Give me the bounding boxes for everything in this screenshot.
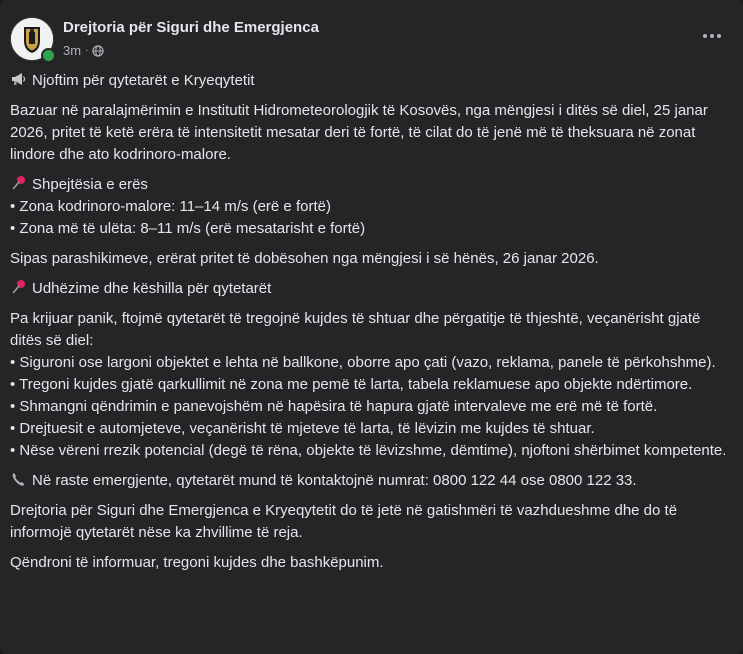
advice-heading: Udhëzime dhe këshilla për qytetarët [32, 280, 272, 297]
wind-item: • Zona më të ulëta: 8–11 m/s (erë mesatarisht e fortë) [10, 220, 366, 237]
advice-intro: Pa krijuar panik, ftojmë qytetarët të tregojnë kujdes të shtuar dhe përgatitje të thjeshtë, veçanërisht gjatë ditës së diel: [10, 310, 701, 349]
advice-item: • Nëse vëreni rrezik potencial (degë të rëna, objekte të lëvizshme, dëmtime), njoftoni shërbimet kompetente. [10, 442, 727, 459]
pushpin-icon [10, 174, 28, 192]
emergency-line [10, 470, 730, 492]
online-status-indicator [41, 48, 56, 63]
announcement-title: Njoftim për qytetarët e Kryeqytetit [32, 72, 255, 89]
advice-item: • Drejtuesit e automjeteve, veçanërisht të mjeteve të larta, të lëvizin me kujdes të shtuar. [10, 420, 595, 437]
advice-item: • Tregoni kujdes gjatë qarkullimit në zona me pemë të larta, tabela reklamuese apo objekte ndërtimore. [10, 376, 693, 393]
post-body [10, 70, 730, 582]
wind-speed-section [10, 174, 730, 240]
emergency-contacts: Në raste emergjente, qytetarët mund të kontaktojnë numrat: 0800 122 44 ose 0800 122 33. [32, 472, 637, 489]
advice-section [10, 308, 730, 462]
more-options-button[interactable] [700, 24, 724, 48]
warning-paragraph: Bazuar në paralajmërimin e Institutit Hidrometeorologjik të Kosovës, nga mëngjesi i ditës së diel, 25 janar 2026, pritet të ketë erëra të intensitetit mesatar deri të fortë, të cilat do të jenë më të theksuara në zonat lindore dhe ato kodrinoro-malore. [10, 102, 708, 163]
closing-paragraph: Drejtoria për Siguri dhe Emergjenca e Kryeqytetit do të jetë në gatishmëri të vazhdueshme dhe do të informojë qytetarët nëse ka zhvillime të reja. [10, 502, 678, 541]
advice-item: • Shmangni qëndrimin e panevojshëm në hapësira të hapura gjatë intervaleve me erë më të fortë. [10, 398, 658, 415]
more-options-icon [703, 34, 707, 38]
advice-item: • Siguroni ose largoni objektet e lehta në ballkone, oborre apo çati (vazo, reklama, panele të përkohshme). [10, 354, 716, 371]
forecast-paragraph: Sipas parashikimeve, erërat pritet të dobësohen nga mëngjesi i së hënës, 26 janar 2026. [10, 250, 599, 267]
page-name-link[interactable]: Drejtoria për Siguri dhe Emergjenca [63, 19, 319, 36]
phone-icon [10, 470, 28, 488]
post-header [0, 0, 743, 70]
megaphone-icon [10, 70, 28, 88]
globe-icon[interactable] [92, 45, 104, 57]
pushpin-icon [10, 278, 28, 296]
wind-item: • Zona kodrinoro-malore: 11–14 m/s (erë e fortë) [10, 198, 331, 215]
final-message: Qëndroni të informuar, tregoni kujdes dhe bashkëpunim. [10, 554, 384, 571]
wind-speed-heading: Shpejtësia e erës [32, 176, 148, 193]
announcement-heading [10, 70, 730, 92]
advice-heading-line [10, 278, 730, 300]
meta-separator: · [85, 45, 89, 56]
post-meta [63, 43, 104, 58]
post-timestamp[interactable]: 3m [63, 43, 82, 58]
